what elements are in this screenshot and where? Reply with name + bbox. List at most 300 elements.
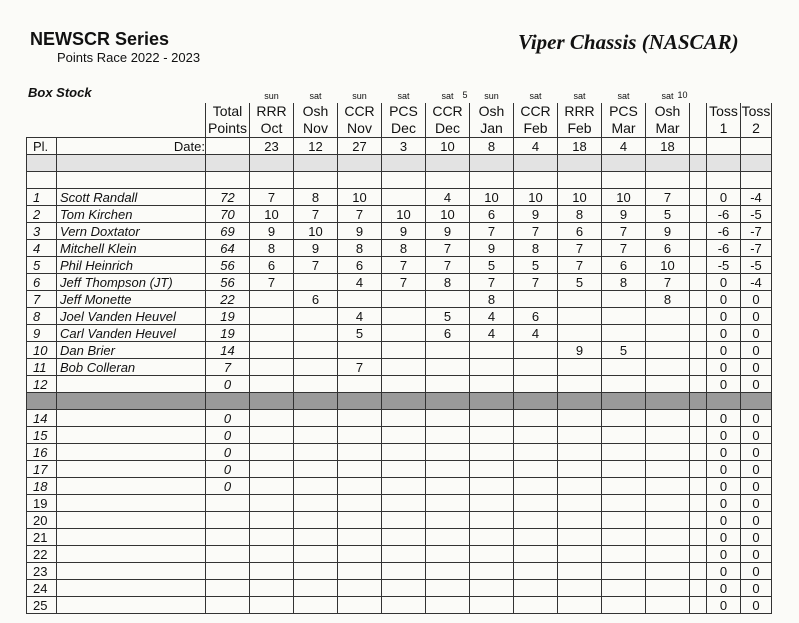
driver-name (57, 376, 206, 393)
race-score: 8 (646, 291, 690, 308)
blank-cell (514, 155, 558, 172)
race-score: 9 (558, 342, 602, 359)
spacer-cell (690, 529, 707, 546)
blank-cell (690, 172, 707, 189)
race-score (514, 478, 558, 495)
standings-row (27, 342, 772, 359)
race-track-header: RRR (250, 103, 294, 120)
race-score (294, 274, 338, 291)
race-score: 7 (294, 206, 338, 223)
place-cell: 15 (27, 427, 57, 444)
race-score (426, 495, 470, 512)
toss-number-header: 1 (707, 120, 741, 138)
spacer-cell (690, 410, 707, 427)
race-track-header: Osh (470, 103, 514, 120)
race-month-header: Oct (250, 120, 294, 138)
blank-cell (250, 393, 294, 410)
race-score: 9 (294, 240, 338, 257)
race-score (250, 359, 294, 376)
race-score (602, 308, 646, 325)
standings-row (27, 495, 772, 512)
separator-row (27, 393, 772, 410)
total-points (206, 580, 250, 597)
driver-name (57, 444, 206, 461)
race-score (558, 563, 602, 580)
race-score: 5 (558, 274, 602, 291)
race-score (294, 325, 338, 342)
blank-cell (206, 172, 250, 189)
race-score: 9 (646, 223, 690, 240)
toss-score: 0 (707, 427, 741, 444)
race-score (514, 495, 558, 512)
toss-score: 0 (707, 512, 741, 529)
race-score (250, 529, 294, 546)
race-score (382, 189, 426, 206)
driver-name (57, 529, 206, 546)
race-score (250, 580, 294, 597)
total-points (206, 563, 250, 580)
toss-header: Toss (707, 103, 741, 120)
race-score (470, 359, 514, 376)
race-date: 18 (646, 138, 690, 155)
blank-cell (602, 155, 646, 172)
race-score: 10 (514, 189, 558, 206)
race-score (382, 325, 426, 342)
race-date: 8 (470, 138, 514, 155)
place-cell: 11 (27, 359, 57, 376)
driver-name: Phil Heinrich (57, 257, 206, 274)
spacer-cell (690, 427, 707, 444)
race-score (382, 529, 426, 546)
race-score: 9 (250, 223, 294, 240)
toss-score: -7 (741, 240, 772, 257)
race-score (470, 342, 514, 359)
toss-score: 0 (741, 325, 772, 342)
race-score (558, 546, 602, 563)
driver-name: Tom Kirchen (57, 206, 206, 223)
race-score (514, 376, 558, 393)
race-score: 4 (514, 325, 558, 342)
driver-name: Mitchell Klein (57, 240, 206, 257)
driver-name: Joel Vanden Heuvel (57, 308, 206, 325)
blank-cell (558, 172, 602, 189)
race-date: 3 (382, 138, 426, 155)
race-score (426, 427, 470, 444)
blank-cell (27, 393, 57, 410)
toss-score: 0 (741, 291, 772, 308)
race-score (250, 410, 294, 427)
standings-row (27, 512, 772, 529)
spacer-cell (690, 512, 707, 529)
race-score: 10 (470, 189, 514, 206)
spacer-cell (690, 120, 707, 138)
spacer-cell (690, 376, 707, 393)
toss-score: 0 (741, 512, 772, 529)
spacer-cell (690, 580, 707, 597)
blank-cell (741, 393, 772, 410)
race-day-label (558, 88, 602, 103)
driver-name (57, 478, 206, 495)
race-score (470, 427, 514, 444)
total-points: 64 (206, 240, 250, 257)
race-date: 4 (514, 138, 558, 155)
class-name: Box Stock (28, 85, 92, 100)
race-score (294, 308, 338, 325)
race-score (602, 495, 646, 512)
race-score (426, 342, 470, 359)
toss-score: 0 (741, 529, 772, 546)
toss-score: 0 (707, 444, 741, 461)
race-note-mark: 10 (677, 90, 688, 100)
blank-cell (27, 103, 57, 120)
blank-cell (690, 88, 707, 103)
race-score: 7 (426, 240, 470, 257)
race-score (558, 580, 602, 597)
place-cell: 2 (27, 206, 57, 223)
race-score: 7 (514, 223, 558, 240)
spacer-cell (690, 206, 707, 223)
blank-cell (27, 155, 57, 172)
race-score (426, 291, 470, 308)
toss-score: 0 (741, 359, 772, 376)
spacer-cell (690, 291, 707, 308)
total-points (206, 597, 250, 614)
blank-cell (741, 88, 772, 103)
blank-cell (57, 103, 206, 120)
race-day-label (514, 88, 558, 103)
race-score: 4 (470, 308, 514, 325)
race-score (250, 461, 294, 478)
blank-cell (707, 138, 741, 155)
race-day-label (338, 88, 382, 103)
total-points (206, 512, 250, 529)
race-score (338, 563, 382, 580)
standings-row (27, 597, 772, 614)
race-score: 7 (294, 257, 338, 274)
race-score: 6 (426, 325, 470, 342)
blank-cell (741, 155, 772, 172)
race-score: 5 (646, 206, 690, 223)
brand-title: Viper Chassis (NASCAR) (518, 30, 739, 54)
race-score: 7 (250, 274, 294, 291)
race-month-header: Feb (558, 120, 602, 138)
race-score (382, 342, 426, 359)
blank-cell (707, 393, 741, 410)
race-score: 6 (646, 240, 690, 257)
race-score (558, 512, 602, 529)
total-points: 0 (206, 461, 250, 478)
race-track-header: RRR (558, 103, 602, 120)
race-score (382, 478, 426, 495)
race-score (558, 597, 602, 614)
race-score (514, 580, 558, 597)
toss-score: -5 (741, 206, 772, 223)
race-score (250, 376, 294, 393)
race-score (294, 495, 338, 512)
total-points: 56 (206, 257, 250, 274)
race-score: 7 (338, 206, 382, 223)
race-score: 8 (426, 274, 470, 291)
spacer-cell (690, 444, 707, 461)
toss-score: 0 (707, 359, 741, 376)
race-track-header: Osh (646, 103, 690, 120)
race-score (250, 478, 294, 495)
driver-name: Jeff Monette (57, 291, 206, 308)
blank-cell (206, 138, 250, 155)
race-score (294, 478, 338, 495)
race-score: 5 (602, 342, 646, 359)
toss-score: 0 (741, 597, 772, 614)
race-score: 6 (558, 223, 602, 240)
race-score (338, 291, 382, 308)
race-score: 10 (558, 189, 602, 206)
toss-score: 0 (741, 546, 772, 563)
blank-cell (602, 393, 646, 410)
race-score (558, 495, 602, 512)
race-score (602, 325, 646, 342)
driver-name: Carl Vanden Heuvel (57, 325, 206, 342)
race-score (294, 410, 338, 427)
race-score (294, 597, 338, 614)
blank-cell (27, 172, 57, 189)
race-day-label (470, 88, 514, 103)
race-score (250, 444, 294, 461)
race-score (426, 376, 470, 393)
points-table (26, 88, 772, 614)
race-score: 7 (646, 274, 690, 291)
race-score (382, 410, 426, 427)
blank-cell (294, 155, 338, 172)
driver-name (57, 410, 206, 427)
race-month-header: Dec (382, 120, 426, 138)
driver-name (57, 597, 206, 614)
blank-cell (382, 155, 426, 172)
standings-row (27, 240, 772, 257)
blank-cell (426, 172, 470, 189)
race-date: 23 (250, 138, 294, 155)
total-points (206, 546, 250, 563)
race-score (558, 291, 602, 308)
standings-row (27, 308, 772, 325)
standings-row (27, 563, 772, 580)
race-score (382, 563, 426, 580)
race-score (382, 546, 426, 563)
standings-row (27, 189, 772, 206)
race-score (514, 529, 558, 546)
toss-score: 0 (707, 274, 741, 291)
race-score (514, 546, 558, 563)
race-score (426, 478, 470, 495)
toss-score: -5 (741, 257, 772, 274)
race-month-header: Jan (470, 120, 514, 138)
race-score: 7 (426, 257, 470, 274)
place-cell: 7 (27, 291, 57, 308)
toss-score: -4 (741, 274, 772, 291)
race-day-label (294, 88, 338, 103)
place-cell: 8 (27, 308, 57, 325)
race-score (558, 444, 602, 461)
total-points: 0 (206, 427, 250, 444)
spacer-cell (690, 223, 707, 240)
spacer-cell (690, 138, 707, 155)
race-score (602, 478, 646, 495)
spacer-cell (690, 495, 707, 512)
race-score (250, 495, 294, 512)
toss-header: Toss (741, 103, 771, 119)
race-score (338, 546, 382, 563)
race-score (426, 359, 470, 376)
race-score: 5 (514, 257, 558, 274)
header-track-row (27, 103, 772, 120)
race-score: 8 (382, 240, 426, 257)
race-track-header: PCS (382, 103, 426, 120)
driver-name: Dan Brier (57, 342, 206, 359)
toss-score: -7 (741, 223, 772, 240)
toss-score: 0 (741, 427, 772, 444)
blank-cell (646, 155, 690, 172)
series-title: NEWSCR Series (30, 29, 170, 49)
total-points: 0 (206, 444, 250, 461)
race-score (470, 597, 514, 614)
race-score (338, 512, 382, 529)
blank-cell (338, 172, 382, 189)
race-score (338, 410, 382, 427)
toss-score: -6 (707, 240, 741, 257)
toss-score: 0 (707, 342, 741, 359)
race-day-label (382, 88, 426, 103)
toss-score: 0 (707, 597, 741, 614)
spacer-cell (690, 308, 707, 325)
spacer-cell (690, 103, 707, 120)
driver-name: Scott Randall (57, 189, 206, 206)
spacer-cell (690, 563, 707, 580)
race-score (558, 478, 602, 495)
race-score (382, 291, 426, 308)
race-score: 9 (338, 223, 382, 240)
toss-score: 0 (741, 410, 772, 427)
separator-row (27, 155, 772, 172)
race-score (250, 597, 294, 614)
race-score: 7 (250, 189, 294, 206)
race-month-header: Nov (338, 120, 382, 138)
standings-row (27, 444, 772, 461)
driver-name: Jeff Thompson (JT) (57, 274, 206, 291)
blank-cell (470, 393, 514, 410)
toss-score: 0 (741, 478, 772, 495)
spacer-cell (690, 257, 707, 274)
race-score (294, 529, 338, 546)
toss-score: 0 (741, 342, 772, 359)
race-score (470, 512, 514, 529)
place-cell: 16 (27, 444, 57, 461)
race-score (382, 580, 426, 597)
spacer-cell (690, 240, 707, 257)
blank-cell (382, 172, 426, 189)
race-score (382, 308, 426, 325)
race-score (646, 376, 690, 393)
race-score (602, 461, 646, 478)
place-cell: 17 (27, 461, 57, 478)
race-score: 9 (514, 206, 558, 223)
standings-row (27, 529, 772, 546)
race-score: 10 (646, 257, 690, 274)
driver-name (57, 546, 206, 563)
standings-row (27, 274, 772, 291)
race-score (250, 427, 294, 444)
race-score (250, 325, 294, 342)
blank-cell (338, 155, 382, 172)
race-day-text: sat (617, 91, 630, 101)
total-points: 19 (206, 325, 250, 342)
race-score: 8 (470, 291, 514, 308)
blank-cell (470, 155, 514, 172)
race-score: 4 (426, 189, 470, 206)
race-score (294, 512, 338, 529)
series-subtitle: Points Race 2022 - 2023 (57, 50, 201, 65)
race-score: 7 (382, 257, 426, 274)
race-score: 8 (250, 240, 294, 257)
spacer-cell (690, 359, 707, 376)
race-track-header: Osh (294, 103, 338, 120)
race-score (558, 376, 602, 393)
race-score: 8 (514, 240, 558, 257)
race-score (294, 546, 338, 563)
standings-row (27, 580, 772, 597)
race-date: 10 (426, 138, 470, 155)
blank-cell (558, 155, 602, 172)
race-score: 10 (382, 206, 426, 223)
blank-cell (27, 120, 57, 138)
toss-score: 0 (741, 308, 772, 325)
race-score: 6 (294, 291, 338, 308)
race-score (646, 325, 690, 342)
race-score (646, 478, 690, 495)
race-score (338, 342, 382, 359)
race-score (294, 427, 338, 444)
header-day-row (27, 88, 772, 103)
race-score (294, 444, 338, 461)
blank-cell (206, 88, 250, 103)
toss-score: 0 (707, 495, 741, 512)
race-score (470, 376, 514, 393)
race-score (338, 427, 382, 444)
toss-score: 0 (707, 478, 741, 495)
driver-name: Bob Colleran (57, 359, 206, 376)
blank-cell (57, 88, 206, 103)
spacer-cell (690, 546, 707, 563)
blank-cell (250, 155, 294, 172)
race-score (514, 461, 558, 478)
race-score (382, 495, 426, 512)
race-score (470, 563, 514, 580)
race-day-text: sun (484, 91, 499, 101)
race-score (470, 444, 514, 461)
race-score (338, 461, 382, 478)
race-score (470, 461, 514, 478)
toss-score: 0 (707, 308, 741, 325)
race-score (470, 478, 514, 495)
race-score (338, 529, 382, 546)
race-score (602, 512, 646, 529)
toss-score: 0 (707, 546, 741, 563)
blank-cell (426, 393, 470, 410)
race-score (602, 291, 646, 308)
race-score: 8 (294, 189, 338, 206)
race-score (382, 427, 426, 444)
race-score (514, 291, 558, 308)
race-score (646, 529, 690, 546)
race-date: 27 (338, 138, 382, 155)
